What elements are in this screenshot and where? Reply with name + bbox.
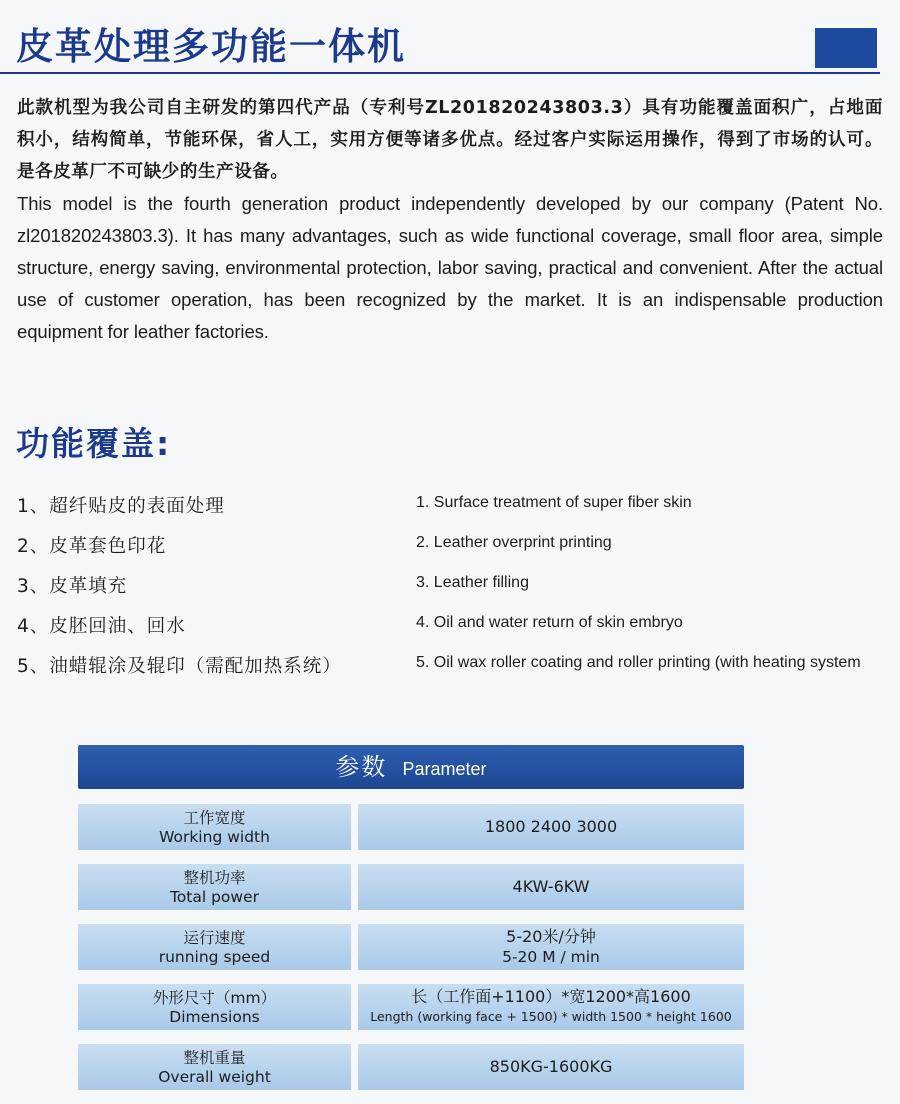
parameter-label-en: running speed (158, 948, 271, 966)
parameter-label-cn: 工作宽度 (183, 809, 246, 827)
title-accent-block (815, 28, 877, 68)
parameter-value (358, 984, 744, 1030)
parameter-row-overall-weight (78, 1044, 744, 1090)
parameter-label-en: Overall weight (158, 1068, 271, 1086)
parameter-label (78, 804, 351, 850)
page-header (0, 0, 900, 90)
feature-item (17, 612, 900, 652)
parameter-value-primary: 5-20米/分钟 (506, 927, 596, 946)
feature-item (17, 492, 900, 532)
feature-item-cn: 2、皮革套色印花 (17, 536, 167, 557)
parameter-label (78, 864, 351, 910)
parameter-label-cn: 运行速度 (183, 929, 246, 947)
feature-item-cn: 3、皮革填充 (17, 576, 128, 597)
page-title: 皮革处理多功能一体机 (16, 25, 406, 68)
parameter-header-cn: 参数 (335, 753, 388, 781)
feature-item (17, 652, 900, 692)
parameter-label-en: Working width (159, 828, 270, 846)
intro-text-en: This model is the fourth generation product independently developed by our company (Patent No. zl201820243803.3). It has many advantages, such as wide functional coverage, small floor area, simple structure, energy saving, environmental protection, labor saving, practical and convenient. After the actual use of customer operation, has been recognized by the market. It is an indispensable production equipment for leather factories. (17, 193, 883, 342)
parameter-value-secondary: 5-20 M / min (502, 948, 600, 966)
feature-item-en: 2. Leather overprint printing (416, 534, 612, 551)
parameter-value-primary: 4KW-6KW (512, 877, 590, 896)
parameter-value-secondary: Length (working face + 1500) * width 1500 * height 1600 (370, 1009, 732, 1024)
parameter-value (358, 864, 744, 910)
parameter-rows (78, 804, 744, 1090)
parameter-row-dimensions (78, 984, 744, 1030)
parameter-value-primary: 1800 2400 3000 (484, 817, 618, 836)
feature-item (17, 532, 900, 572)
parameter-label (78, 984, 351, 1030)
parameter-row-total-power (78, 864, 744, 910)
parameter-value (358, 804, 744, 850)
parameter-value (358, 924, 744, 970)
parameter-row-working-width (78, 804, 744, 850)
parameter-label (78, 1044, 351, 1090)
parameter-value-primary: 长（工作面+1100）*宽1200*高1600 (411, 987, 691, 1006)
parameter-label-cn: 整机重量 (183, 1049, 246, 1067)
parameter-label-en: Total power (169, 888, 260, 906)
feature-item-en: 5. Oil wax roller coating and roller printing (with heating system (416, 654, 861, 671)
feature-item-en: 1. Surface treatment of super fiber skin (416, 494, 692, 511)
parameter-label-en: Dimensions (169, 1008, 260, 1026)
parameter-value (358, 1044, 744, 1090)
intro-text-cn: 此款机型为我公司自主研发的第四代产品（专利号ZL201820243803.3）具有功能覆盖面积广，占地面积小，结构简单，节能环保，省人工，实用方便等诸多优点。经过客户实际运用操作，得到了市场的认可。是各皮革厂不可缺少的生产设备。 (17, 98, 883, 182)
parameter-header-en: Parameter (402, 759, 487, 779)
title-divider (0, 72, 880, 74)
feature-item-cn: 4、皮胚回油、回水 (17, 616, 186, 637)
feature-list (17, 492, 900, 692)
feature-item-cn: 1、超纤贴皮的表面处理 (17, 496, 225, 517)
parameter-value-primary: 850KG-1600KG (489, 1057, 613, 1076)
parameter-label-cn: 外形尺寸（mm） (152, 989, 277, 1007)
feature-item (17, 572, 900, 612)
feature-item-en: 4. Oil and water return of skin embryo (416, 614, 683, 631)
parameter-label-cn: 整机功率 (183, 869, 246, 887)
parameter-row-running-speed (78, 924, 744, 970)
feature-item-en: 3. Leather filling (416, 574, 529, 591)
parameter-table (78, 745, 744, 1104)
intro-section (17, 92, 883, 348)
parameter-table-header (78, 745, 744, 789)
features-title: 功能覆盖: (16, 424, 172, 463)
parameter-label (78, 924, 351, 970)
feature-item-cn: 5、油蜡辊涂及辊印（需配加热系统） (17, 656, 342, 677)
